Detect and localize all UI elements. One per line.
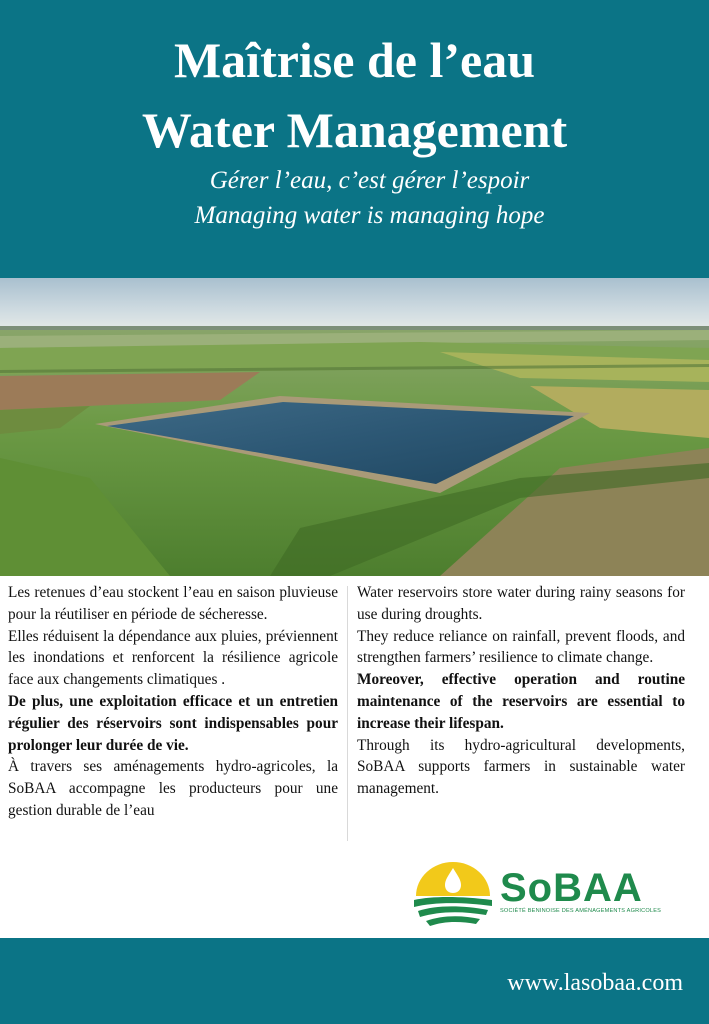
english-text-column [357,582,685,800]
reservoir-photo [0,278,709,576]
footer-banner [0,938,709,1024]
english-paragraph-2: They reduce reliance on rainfall, prevent floods, and strengthen farmers’ resilience to climate change. [357,627,685,667]
logo-emblem-icon [412,860,494,926]
title-french: Maîtrise de l’eau [173,32,535,88]
logo-wordmark: SoBAA [500,866,643,910]
website-link[interactable]: www.lasobaa.com [507,970,683,996]
header-banner [0,0,709,278]
tagline-english: Managing water is managing hope [194,202,545,229]
french-paragraph-4: À travers ses aménagements hydro-agricoles, la SoBAA accompagne les producteurs pour une gestion durable de l’eau [8,758,338,819]
title-english: Water Management [141,102,568,158]
french-paragraph-3: De plus, une exploitation efficace et un entretien régulier des réservoirs sont indispensables pour prolonger leur durée de vie. [8,692,338,754]
english-paragraph-1: Water reservoirs store water during rainy seasons for use during droughts. [357,584,685,623]
english-paragraph-3: Moreover, effective operation and routine maintenance of the reservoirs are essential to increase their lifespan. [357,671,685,732]
french-paragraph-2: Elles réduisent la dépendance aux pluies, préviennent les inondations et renforcent la résilience agricole face aux changements climatiques . [8,627,338,689]
english-paragraph-4: Through its hydro-agricultural developments, SoBAA supports farmers in sustainable water management. [357,736,685,798]
french-text-column [8,582,338,822]
logo-subtitle: SOCIÉTÉ BENINOISE DES AMÉNAGEMENTS AGRICOLES [500,908,662,914]
column-divider [347,586,348,841]
french-paragraph-1: Les retenues d’eau stockent l’eau en saison pluvieuse pour la réutiliser en période de sécheresse. [8,584,338,623]
sobaa-logo [412,860,670,926]
tagline-french: Gérer l’eau, c’est gérer l’espoir [209,167,530,194]
